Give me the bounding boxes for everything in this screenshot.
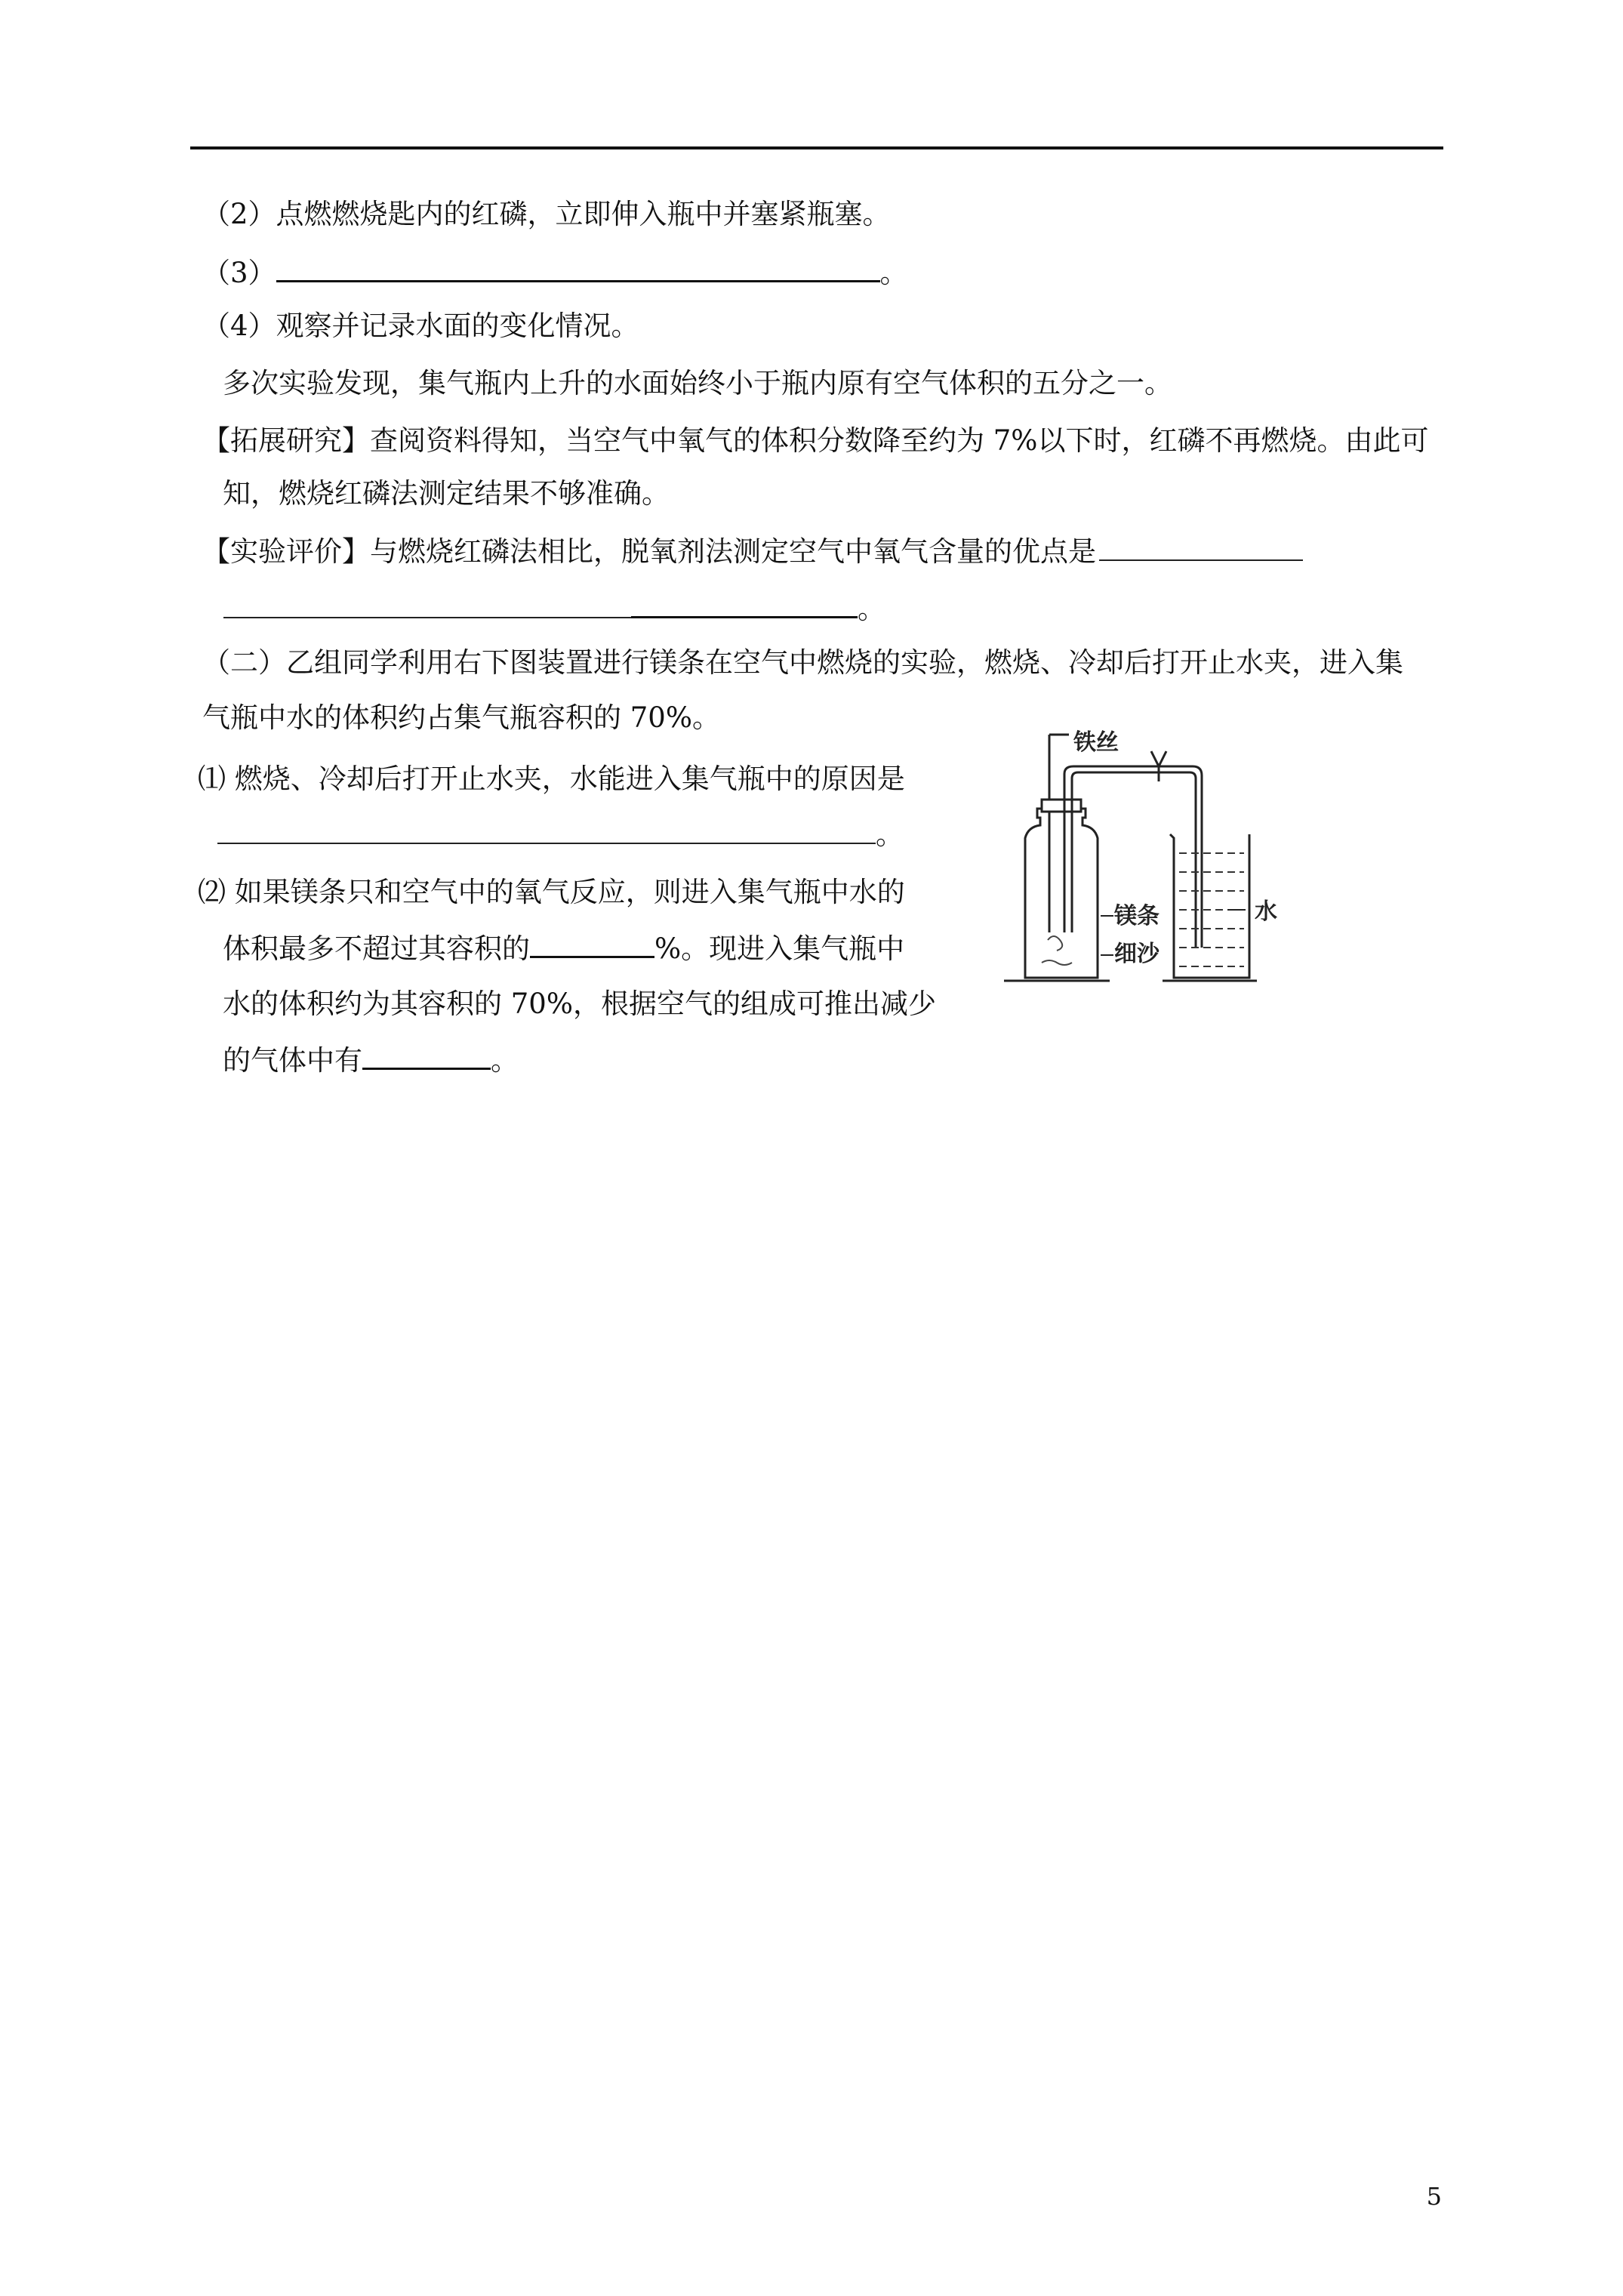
- text-line-evaluation: [202, 534, 1303, 570]
- q2-suffix: %。现进入集气瓶中: [654, 932, 905, 965]
- step3-suffix: 。: [879, 257, 908, 289]
- q2-prefix: 体积最多不超过其容积的: [223, 932, 530, 965]
- text-line-q1-answer: [217, 817, 904, 853]
- text-line-q1: ⑴ 燃烧、冷却后打开止水夹，水能进入集气瓶中的原因是: [198, 763, 905, 795]
- label-magnesium: 镁条: [1114, 903, 1160, 929]
- text-line-part2-intro-cont: 气瓶中水的体积约占集气瓶容积的 70%。: [202, 701, 720, 734]
- beaker: [1170, 834, 1249, 978]
- water-clamp: [1151, 751, 1166, 766]
- answer-blank-q2-percent[interactable]: [530, 930, 654, 958]
- q1-suffix: 。: [876, 818, 904, 851]
- gas-collecting-bottle: [1025, 809, 1098, 978]
- q2-gas-suffix: 。: [491, 1044, 519, 1077]
- text-line-part2-intro: （二）乙组同学利用右下图装置进行镁条在空气中燃烧的实验，燃烧、冷却后打开止水夹，进入集: [202, 646, 1403, 679]
- label-sand: 细沙: [1114, 941, 1160, 967]
- text-line-q2: ⑵ 如果镁条只和空气中的氧气反应，则进入集气瓶中水的: [198, 876, 905, 908]
- answer-blank-step3[interactable]: [276, 254, 880, 282]
- answer-blank-evaluation-b[interactable]: [223, 591, 631, 618]
- text-line-q2-cont3: [223, 1042, 519, 1079]
- text-line-step4: （4）观察并记录水面的变化情况。: [202, 310, 639, 342]
- text-line-observation: 多次实验发现，集气瓶内上升的水面始终小于瓶内原有空气体积的五分之一。: [223, 367, 1172, 399]
- q2-gas-prefix: 的气体中有: [223, 1044, 362, 1077]
- header-rule: [190, 146, 1443, 149]
- bottle-stopper: [1042, 800, 1081, 812]
- text-line-evaluation-cont: [223, 590, 885, 627]
- answer-blank-evaluation-c[interactable]: [631, 590, 858, 618]
- evaluation-suffix: 。: [858, 593, 885, 625]
- answer-blank-evaluation-a[interactable]: [1099, 534, 1303, 561]
- text-line-extension-research-cont: 知，燃烧红磷法测定结果不够准确。: [223, 477, 670, 510]
- page-number: 5: [1426, 2182, 1442, 2211]
- text-line-step3: [202, 254, 908, 291]
- label-water: 水: [1255, 898, 1277, 925]
- evaluation-text: 【实验评价】与燃烧红磷法相比，脱氧剂法测定空气中氧气含量的优点是: [202, 535, 1096, 568]
- apparatus-figure: [1004, 721, 1306, 989]
- magnesium-ribbon: [1042, 936, 1072, 965]
- text-line-extension-research: 【拓展研究】查阅资料得知，当空气中氧气的体积分数降至约为 7%以下时，红磷不再燃烧。由此可: [202, 424, 1429, 457]
- step3-prefix: （3）: [202, 257, 276, 289]
- answer-blank-q1[interactable]: [217, 817, 876, 844]
- label-iron-wire: 铁丝: [1073, 729, 1119, 756]
- text-line-q2-cont: [223, 930, 904, 967]
- answer-blank-q2-gas[interactable]: [362, 1042, 491, 1070]
- text-line-q2-cont2: 水的体积约为其容积的 70%，根据空气的组成可推出减少: [223, 988, 936, 1020]
- text-line-step2: （2）点燃燃烧匙内的红磷，立即伸入瓶中并塞紧瓶塞。: [202, 198, 891, 230]
